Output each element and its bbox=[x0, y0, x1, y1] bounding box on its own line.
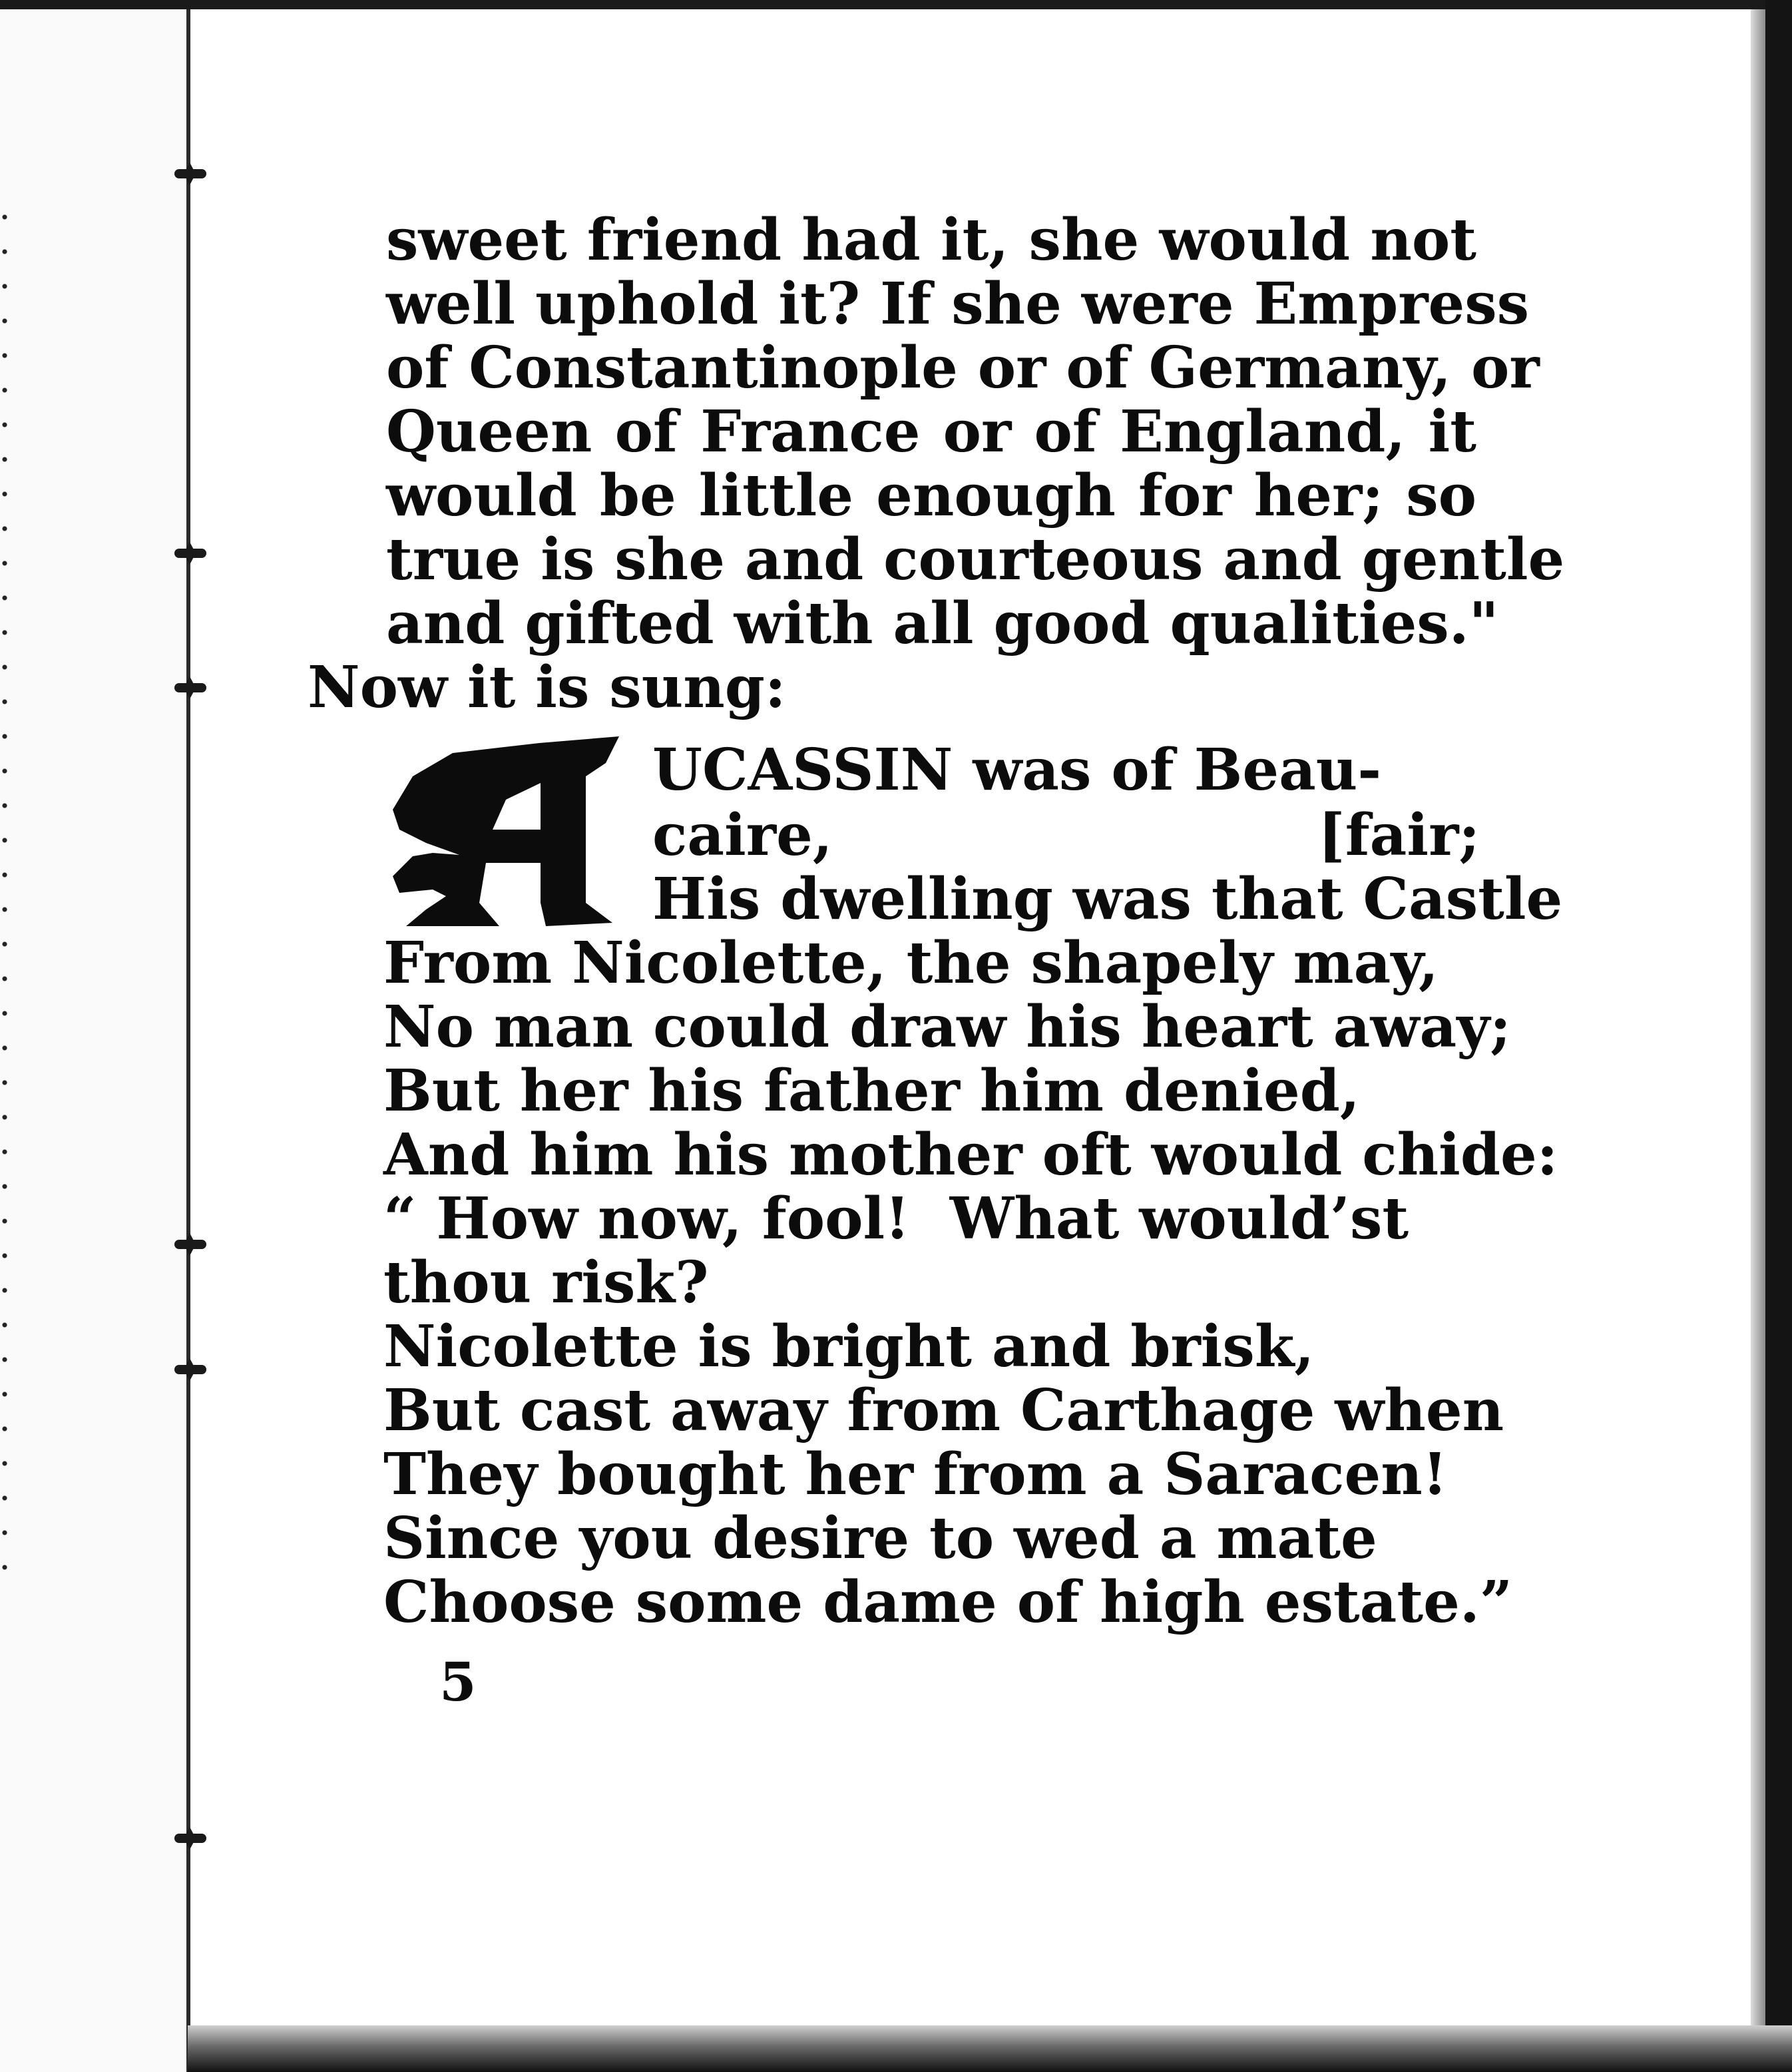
song-line: UCASSIN was of Beau- bbox=[652, 736, 1382, 804]
song-line: No man could draw his heart away; bbox=[383, 993, 1511, 1061]
drop-cap-initial bbox=[386, 736, 626, 936]
song-line: They bought her from a Saracen! bbox=[383, 1441, 1448, 1508]
page-number: 5 bbox=[439, 1651, 477, 1713]
song-line: But her his father him denied, bbox=[383, 1057, 1360, 1125]
transition-line: Now it is sung: bbox=[308, 654, 786, 721]
prose-line: Queen of France or of England, it bbox=[386, 398, 1476, 465]
prose-line: true is she and courteous and gentle bbox=[386, 526, 1565, 593]
song-line: From Nicolette, the shapely may, bbox=[383, 929, 1439, 997]
prose-line: would be little enough for her; so bbox=[386, 462, 1476, 529]
song-line: Since you desire to wed a mate bbox=[383, 1505, 1377, 1572]
song-line: Nicolette is bright and brisk, bbox=[383, 1313, 1315, 1380]
song-line-overflow: [fair; bbox=[1318, 802, 1480, 869]
prose-line: and gifted with all good qualities." bbox=[386, 590, 1499, 657]
song-line: But cast away from Carthage when bbox=[383, 1377, 1504, 1444]
prose-line: sweet friend had it, she would not bbox=[386, 206, 1476, 274]
song-line: thou risk? bbox=[383, 1249, 709, 1316]
song-line: Choose some dame of high estate.” bbox=[383, 1569, 1513, 1636]
song-line: caire, bbox=[652, 802, 833, 869]
prose-line: well uphold it? If she were Empress bbox=[386, 270, 1530, 338]
prose-line: of Constantinople or of Germany, or bbox=[386, 334, 1540, 401]
song-line: And him his mother oft would chide: bbox=[383, 1121, 1558, 1188]
song-line: “ How now, fool! What would’st bbox=[383, 1185, 1409, 1252]
song-line: His dwelling was that Castle bbox=[652, 866, 1563, 933]
